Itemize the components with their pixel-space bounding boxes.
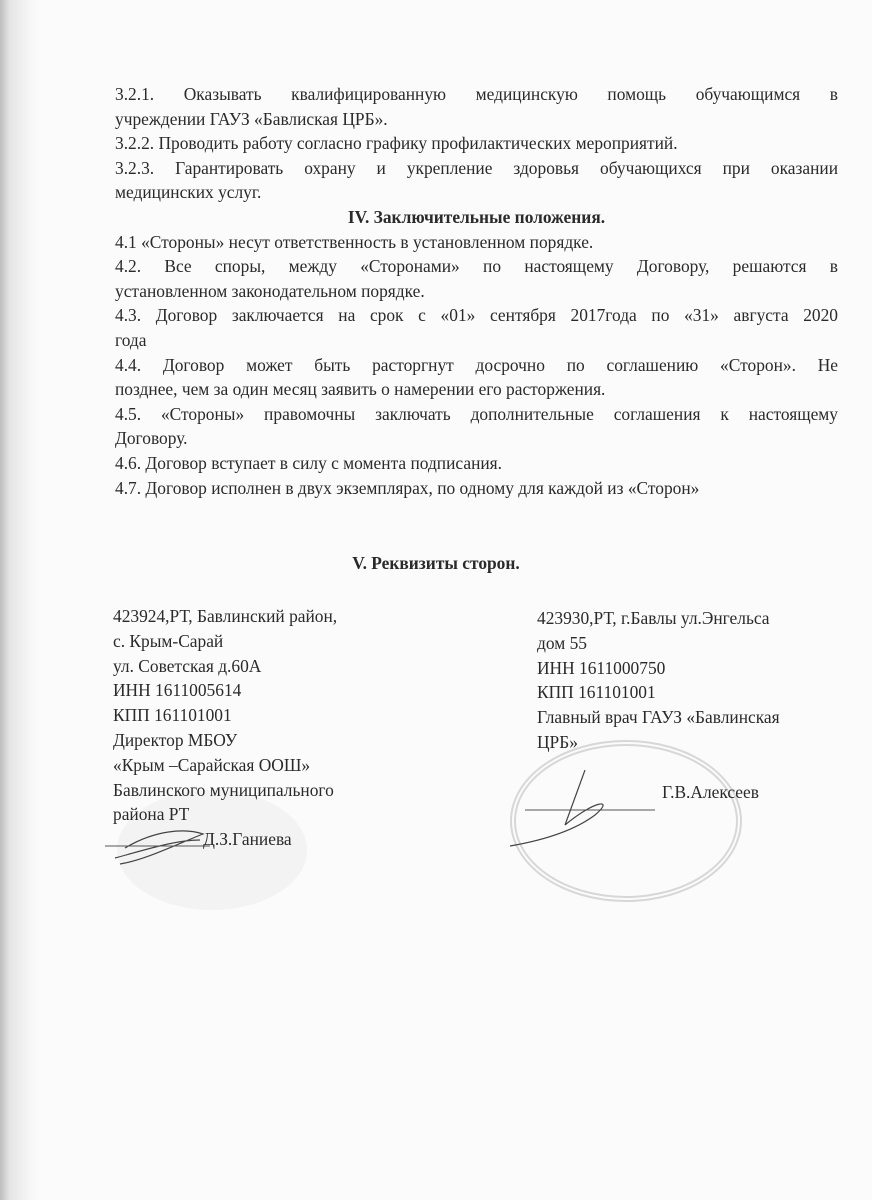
text-line: с. Крым-Сарай (113, 630, 224, 651)
text-line: 4.4. Договор может быть расторгнут досрочно по соглашению «Сторон». Не (115, 354, 838, 375)
section-5-title: V. Реквизиты сторон. (352, 553, 520, 573)
text-line: года (115, 329, 147, 350)
right-signatory: Г.В.Алексеев (662, 781, 759, 802)
text-line: КПП 161101001 (537, 682, 656, 703)
text-line: дом 55 (537, 632, 587, 653)
text-line: 4.3. Договор заключается на срок с «01» сентября 2017года по «31» августа 2020 (115, 305, 838, 326)
text-line: ИНН 1611005614 (113, 680, 242, 701)
text-line: 4.5. «Стороны» правомочны заключать дополнительные соглашения к настоящему (115, 403, 838, 424)
scan-edge-shadow (0, 0, 40, 1200)
text-line: ИНН 1611000750 (537, 657, 666, 678)
text-line: 423930,РТ, г.Бавлы ул.Энгельса (537, 608, 770, 628)
left-signatory: Д.З.Ганиева (203, 829, 292, 850)
left-signature (105, 820, 215, 870)
text-line: 423924,РТ, Бавлинский район, (113, 606, 338, 626)
text-line: Договору. (115, 428, 188, 449)
text-line: 3.2.1. Оказывать квалифицированную медицинскую помощь обучающимся в (115, 84, 838, 104)
text-line: учреждении ГАУЗ «Бавлиская ЦРБ». (115, 108, 388, 129)
text-line: установленном законодательном порядке. (115, 280, 425, 301)
section-4-clauses (115, 230, 838, 501)
text-line: «Крым –Сарайская ООШ» (113, 754, 311, 775)
document-body (115, 82, 838, 500)
text-line: ул. Советская д.60А (113, 655, 262, 676)
section-4-title: IV. Заключительные положения. (347, 206, 606, 227)
text-line: КПП 161101001 (113, 705, 232, 726)
text-line: района РТ (113, 804, 190, 825)
text-line: Бавлинского муниципального (113, 779, 334, 800)
text-line: ЦРБ» (537, 731, 578, 752)
section-3-clauses (115, 82, 838, 205)
text-line: 3.2.3. Гарантировать охрану и укрепление здоровья обучающихся при оказании (115, 157, 838, 178)
text-line: 4.6. Договор вступает в силу с момента подписания. (115, 452, 503, 473)
text-line: Директор МБОУ (113, 729, 238, 750)
text-line: 4.1 «Стороны» несут ответственность в установленном порядке. (115, 231, 594, 252)
text-line: 3.2.2. Проводить работу согласно графику профилактических мероприятий. (115, 133, 678, 154)
text-line: медицинских услуг. (115, 182, 262, 203)
text-line: 4.7. Договор исполнен в двух экземплярах, по одному для каждой из «Сторон» (115, 477, 700, 498)
right-signature (505, 770, 665, 850)
text-line: Главный врач ГАУЗ «Бавлинская (537, 707, 780, 728)
left-party-requisites (113, 604, 337, 852)
text-line: 4.2. Все споры, между «Сторонами» по настоящему Договору, решаются в (115, 256, 838, 277)
text-line: позднее, чем за один месяц заявить о намерении его расторжения. (115, 379, 606, 400)
